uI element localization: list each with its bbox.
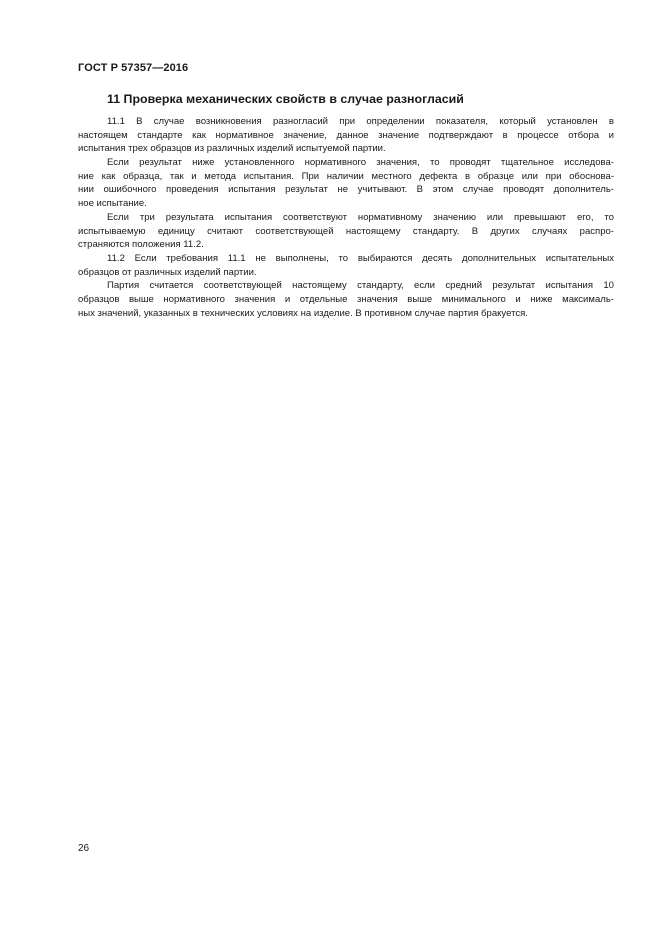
paragraph-line: 11.1 В случае возникновения разногласий при определении показателя, который установлен в xyxy=(107,116,614,127)
paragraph-line: Если три результата испытания соответствуют нормативному значению или превышают его, то xyxy=(107,211,614,223)
document-body xyxy=(78,115,614,320)
paragraph-line: испытания трех образцов из различных изделий испытуемой партии. xyxy=(78,143,386,155)
paragraph-line: ных значений, указанных в технических условиях на изделие. В противном случае партия бракуется. xyxy=(78,307,528,319)
document-header: ГОСТ Р 57357—2016 xyxy=(78,62,189,74)
paragraph-line: нии ошибочного проведения испытания результат не учитывают. В этом случае проводят дополнитель- xyxy=(78,184,614,196)
page-number: 26 xyxy=(78,843,90,854)
section-title: 11 Проверка механических свойств в случае разногласий xyxy=(107,92,464,106)
paragraph-line: 11.2 Если требования 11.1 не выполнены, то выбираются десять дополнительных испытательных xyxy=(107,252,614,264)
paragraph-line: настоящем стандарте как нормативное значение, данное значение подтверждают в процессе отбора и xyxy=(78,129,614,141)
paragraph-line: ное испытание. xyxy=(78,198,147,210)
paragraph-line: испытываемую единицу считают соответствующей настоящему стандарту. В других случаях распро- xyxy=(78,225,614,237)
paragraph-line: ние как образца, так и метода испытания. При наличии местного дефекта в образце или при обоснова- xyxy=(78,170,614,182)
paragraph-line: образцов выше нормативного значения и отдельные значения выше минимального и ниже максималь- xyxy=(78,293,614,305)
paragraph-line: образцов от различных изделий партии. xyxy=(78,266,257,278)
paragraph-line: страняются положения 11.2. xyxy=(78,239,204,251)
paragraph-line: Если результат ниже установленного нормативного значения, то проводят тщательное исследова- xyxy=(107,157,614,169)
paragraph-line: Партия считается соответствующей настоящему стандарту, если средний результат испытания 10 xyxy=(107,280,614,292)
